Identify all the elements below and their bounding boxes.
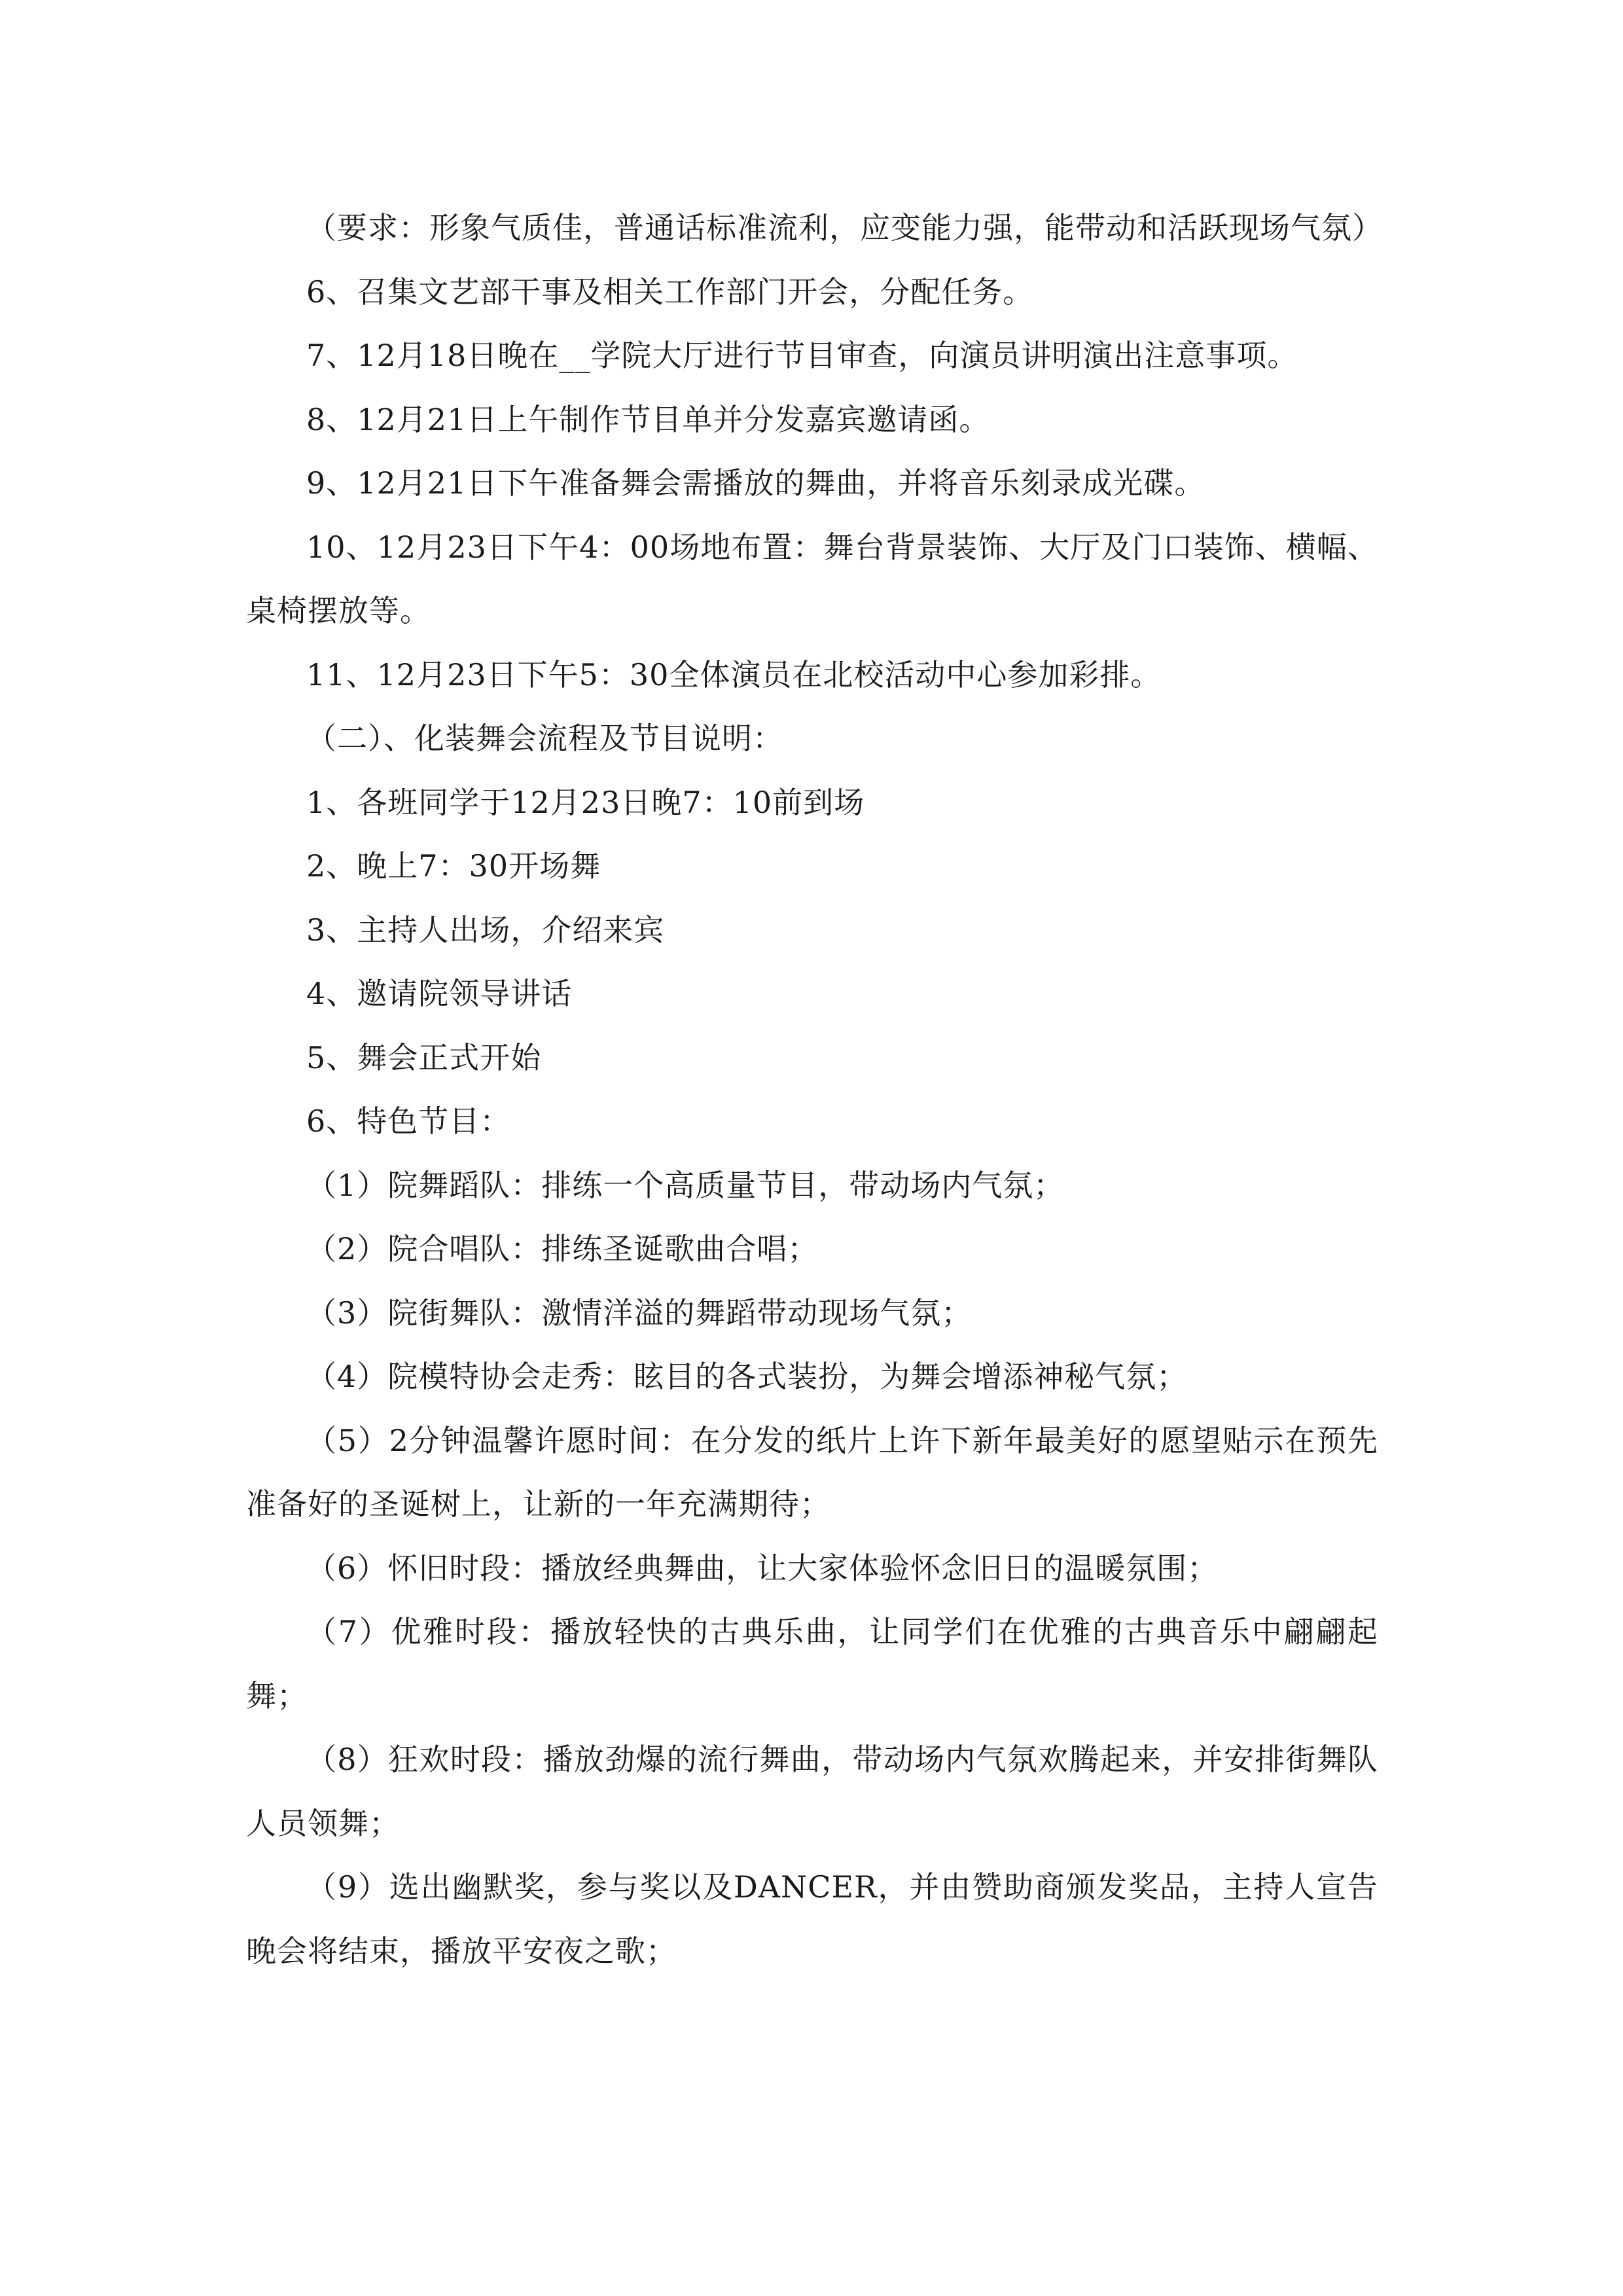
paragraph-program-7: （7）优雅时段：播放轻快的古典乐曲，让同学们在优雅的古典音乐中翩翩起舞； xyxy=(246,1614,1378,1713)
paragraph-program-8: （8）狂欢时段：播放劲爆的流行舞曲，带动场内气氛欢腾起来，并安排街舞队人员领舞； xyxy=(246,1742,1378,1841)
paragraph-flow-1: 1、各班同学于12月23日晚7：10前到场 xyxy=(306,784,865,820)
paragraph-flow-6: 6、特色节目： xyxy=(306,1103,511,1139)
paragraph-flow-5: 5、舞会正式开始 xyxy=(306,1039,542,1075)
paragraph-step-6: 6、召集文艺部干事及相关工作部门开会，分配任务。 xyxy=(306,274,1034,310)
section-heading-dance-flow: （二）、化装舞会流程及节目说明： xyxy=(306,721,783,756)
paragraph-flow-3: 3、主持人出场，介绍来宾 xyxy=(306,912,665,948)
paragraph-program-6: （6）怀旧时段：播放经典舞曲，让大家体验怀念旧日的温暖氛围； xyxy=(306,1550,1219,1586)
paragraph-program-1: （1）院舞蹈队：排练一个高质量节目，带动场内气氛； xyxy=(306,1167,1065,1203)
document-body xyxy=(246,196,1383,1983)
paragraph-program-2: （2）院合唱队：排练圣诞歌曲合唱； xyxy=(306,1231,819,1266)
paragraph-program-9: （9）选出幽默奖，参与奖以及DANCER，并由赞助商颁发奖品，主持人宣告晚会将结束，播放平安夜之歌； xyxy=(246,1869,1378,1969)
paragraph-step-11: 11、12月23日下午5：30全体演员在北校活动中心参加彩排。 xyxy=(306,656,1162,692)
paragraph-flow-2: 2、晚上7：30开场舞 xyxy=(306,848,601,884)
paragraph-program-3: （3）院街舞队：激情洋溢的舞蹈带动现场气氛； xyxy=(306,1295,972,1331)
paragraph-step-8: 8、12月21日上午制作节目单并分发嘉宾邀请函。 xyxy=(306,401,990,437)
paragraph-host-requirements: （要求：形象气质佳，普通话标准流利，应变能力强，能带动和活跃现场气氛） xyxy=(306,210,1383,245)
paragraph-step-7: 7、12月18日晚在__学院大厅进行节目审查，向演员讲明演出注意事项。 xyxy=(306,338,1298,373)
paragraph-program-4: （4）院模特协会走秀：眩目的各式装扮，为舞会增添神秘气氛； xyxy=(306,1359,1188,1394)
paragraph-step-9: 9、12月21日下午准备舞会需播放的舞曲，并将音乐刻录成光碟。 xyxy=(306,465,1205,501)
paragraph-flow-4: 4、邀请院领导讲话 xyxy=(306,976,573,1011)
paragraph-step-10: 10、12月23日下午4：00场地布置：舞台背景装饰、大厅及门口装饰、横幅、桌椅摆放等。 xyxy=(246,529,1378,628)
paragraph-program-5: （5）2分钟温馨许愿时间：在分发的纸片上许下新年最美好的愿望贴示在预先准备好的圣诞树上，让新的一年充满期待； xyxy=(246,1422,1378,1522)
